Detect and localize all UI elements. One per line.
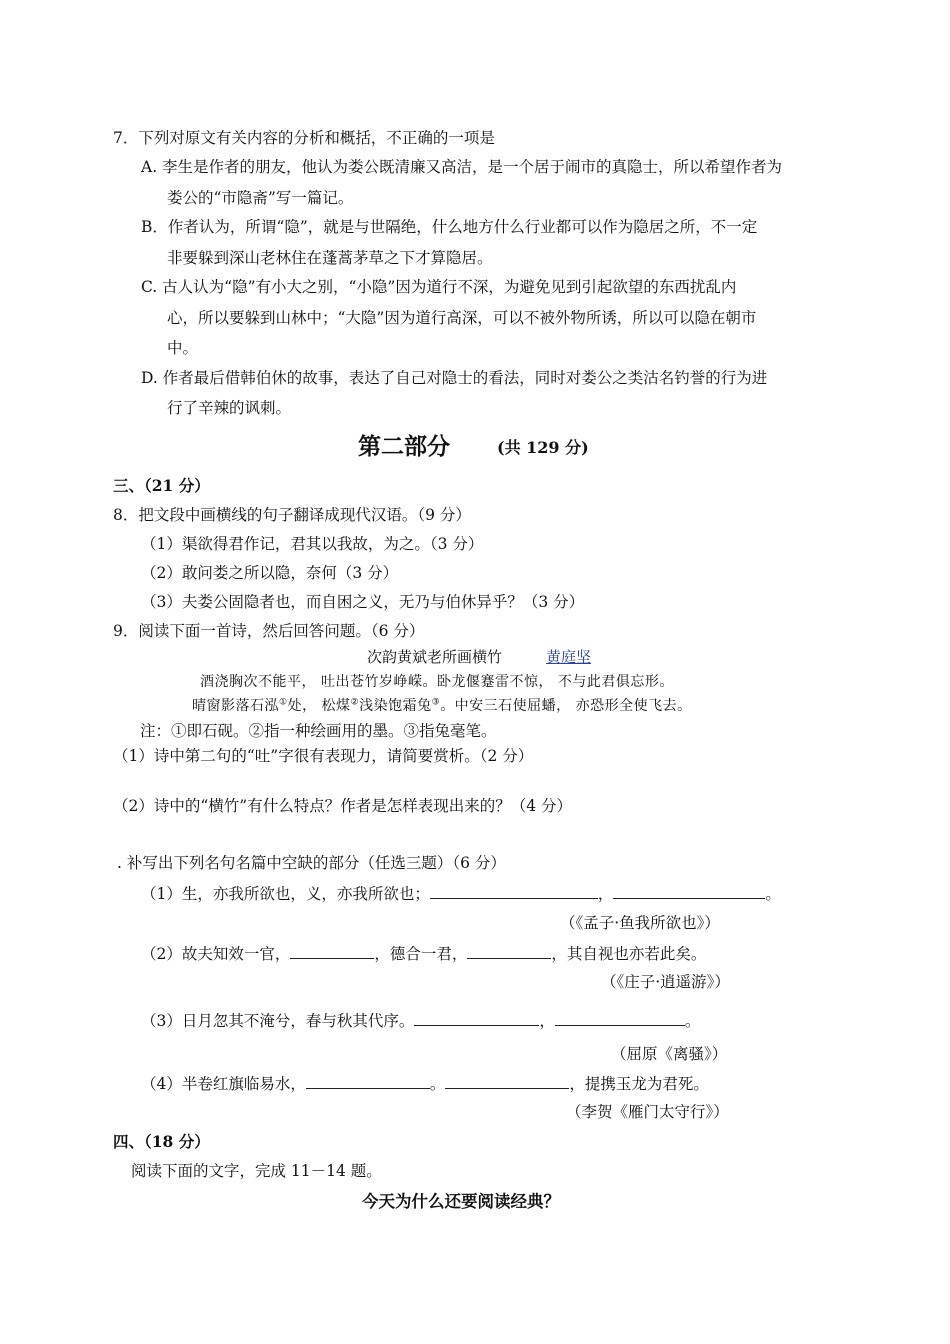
q10-item-4-source: （李贺《雁门太守行》）: [566, 1103, 729, 1121]
poem-line-1: 酒浇胸次不能平， 吐出苍竹岁峥嵘。卧龙偃蹇雷不惊， 不与此君俱忘形。: [200, 674, 674, 690]
article-title: 今天为什么还要阅读经典？: [362, 1192, 560, 1211]
section3-header: 三、（21 分）: [113, 476, 210, 495]
q10-item-2: （2）故夫知效一官， ，德合一君， ，其自视也亦若此矣。: [141, 945, 707, 963]
poem-line-2: 晴窗影落石泓①处， 松煤②浅染饱霜兔③。中安三石使屈蟠， 亦恐形全使飞去。: [192, 697, 692, 714]
blank-field[interactable]: [430, 883, 598, 899]
q10-item-3-source: （屈原《离骚》）: [611, 1045, 728, 1063]
q10-stem: . 补写出下列名句名篇中空缺的部分（任选三题）（6 分）: [117, 854, 506, 872]
q10-item-1-source: （《孟子·鱼我所欲也》）: [560, 914, 720, 932]
q8-sentence-3: （3）夫娄公固隐者也，而自困之义，无乃与伯休异乎？（3 分）: [141, 593, 585, 611]
blank-field[interactable]: [445, 1073, 569, 1089]
q8-stem: 8．把文段中画横线的句子翻译成现代汉语。（9 分）: [113, 506, 471, 524]
q10-item-1: （1）生，亦我所欲也，义，亦我所欲也； ， 。: [141, 885, 781, 903]
q8-sentence-1: （1）渠欲得君作记，君其以我故，为之。（3 分）: [141, 535, 484, 553]
blank-field[interactable]: [290, 943, 374, 959]
q10-item-2-source: （《庄子·逍遥游》）: [601, 973, 730, 991]
blank-field[interactable]: [414, 1010, 539, 1026]
part2-title: 第二部分: [358, 433, 450, 460]
blank-field[interactable]: [467, 943, 551, 959]
section4-intro: 阅读下面的文字，完成 11－14 题。: [131, 1162, 382, 1180]
q7-option-c-line2: 心，所以要躲到山林中；“大隐”因为道行高深，可以不被外物所诱，所以可以隐在朝市: [167, 309, 757, 327]
q7-option-d-line2: 行了辛辣的讽刺。: [167, 399, 292, 417]
q7-option-d-line1: D. 作者最后借韩伯休的故事，表达了自己对隐士的看法，同时对娄公之类沽名钓誉的行为进: [141, 369, 768, 387]
q10-item-4: （4）半卷红旗临易水， 。 ，提携玉龙为君死。: [141, 1075, 709, 1093]
q9-stem: 9．阅读下面一首诗，然后回答问题。（6 分）: [113, 622, 425, 640]
q7-option-a-line1: A. 李生是作者的朋友，他认为娄公既清廉又高洁，是一个居于闹市的真隐士，所以希望作者为: [141, 158, 783, 176]
q7-option-a-line2: 娄公的“市隐斋”写一篇记。: [167, 189, 354, 207]
q7-option-b-line2: 非要躲到深山老林住在蓬蒿茅草之下才算隐居。: [167, 249, 493, 267]
poem-title: 次韵黄斌老所画横竹: [367, 648, 503, 666]
poem-note: 注：①即石砚。②指一种绘画用的墨。③指兔毫笔。: [140, 722, 497, 740]
q7-option-c-line3: 中。: [167, 339, 199, 357]
q7-option-b-line1: B．作者认为，所谓“隐”，就是与世隔绝，什么地方什么行业都可以作为隐居之所，不一定: [141, 218, 758, 236]
q9-sub-question-2: （2）诗中的“横竹”有什么特点？作者是怎样表现出来的？（4 分）: [113, 797, 573, 815]
blank-field[interactable]: [306, 1073, 430, 1089]
part2-score: (共 129 分): [497, 438, 589, 457]
blank-field[interactable]: [613, 883, 765, 899]
blank-field[interactable]: [555, 1010, 685, 1026]
q8-sentence-2: （2）敢问娄之所以隐，奈何（3 分）: [141, 564, 399, 582]
q7-stem: 7．下列对原文有关内容的分析和概括，不正确的一项是: [113, 129, 495, 147]
q9-sub-question-1: （1）诗中第二句的“吐”字很有表现力，请简要赏析。（2 分）: [113, 747, 534, 765]
q7-option-c-line1: C. 古人认为“隐”有小大之别，“小隐”因为道行不深，为避免见到引起欲望的东西扰乱内: [141, 278, 737, 296]
poem-author-link[interactable]: 黄庭坚: [546, 648, 592, 666]
q10-item-3: （3）日月忽其不淹兮，春与秋其代序。 ， 。: [141, 1012, 701, 1030]
section4-header: 四、（18 分）: [113, 1132, 210, 1151]
